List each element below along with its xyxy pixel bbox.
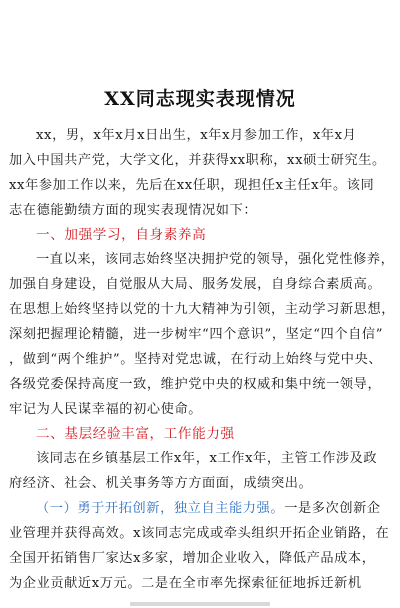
section-heading-study: 一、加强学习，自身素养高 — [36, 227, 207, 243]
paragraph-line: xx年参加工作以来，先后在xx任职，现担任x主任x年。该同 — [9, 178, 375, 193]
document-title: XX同志现实表现情况 — [104, 88, 296, 110]
paragraph-line: 加强自身建设，自觉服从大局、服务发展，自身综合素质高。 — [9, 277, 382, 292]
paragraph-line: 业管理并获得高效。x该同志完成或牵头组织开拓企业销路，在 — [9, 526, 390, 541]
cropped-next-line — [130, 602, 270, 606]
subsection-heading-innovation: （一）勇于开拓创新，独立自主能力强。 — [36, 501, 285, 516]
paragraph-line: 志在德能勤绩方面的现实表现情况如下： — [9, 203, 258, 218]
paragraph-text: 一是多次创新企 — [284, 501, 381, 516]
paragraph-line: 加入中国共产党，大学文化，并获得xx职称，xx硕士研究生。 — [9, 153, 386, 168]
paragraph-line: 一直以来，该同志始终坚决拥护党的领导，强化党性修养， — [36, 252, 395, 267]
paragraph-line: 府经济、社会、机关事务等方方面面，成绩突出。 — [9, 476, 313, 491]
section-heading-experience: 二、基层经验丰富，工作能力强 — [36, 426, 235, 442]
paragraph-line: 牢记为人民谋幸福的初心使命。 — [9, 402, 203, 417]
paragraph-line: 在思想上始终坚持以党的十九大精神为引领，主动学习新思想， — [9, 302, 396, 317]
paragraph-line-with-subheading — [36, 497, 381, 521]
paragraph-line: 全国开拓销售厂家达x多家，增加企业收入，降低产品成本， — [9, 551, 376, 566]
paragraph-line: ，做到“两个维护”。坚持对党忠诚，在行动上始终与党中央、 — [9, 352, 383, 367]
paragraph-line: 深刻把握理论精髓，进一步树牢“四个意识”，坚定“四个自信” — [9, 327, 384, 342]
paragraph-line: 为企业贡献近x万元。二是在全市率先探索征征地拆迁新机 — [9, 576, 362, 591]
paragraph-line: xx，男，x年x月x日出生，x年x月参加工作，x年x月 — [36, 128, 357, 143]
paragraph-line: 各级党委保持高度一致，维护党中央的权威和集中统一领导， — [9, 377, 382, 392]
paragraph-line: 该同志在乡镇基层工作x年，x工作x年，主管工作涉及政 — [36, 451, 378, 466]
